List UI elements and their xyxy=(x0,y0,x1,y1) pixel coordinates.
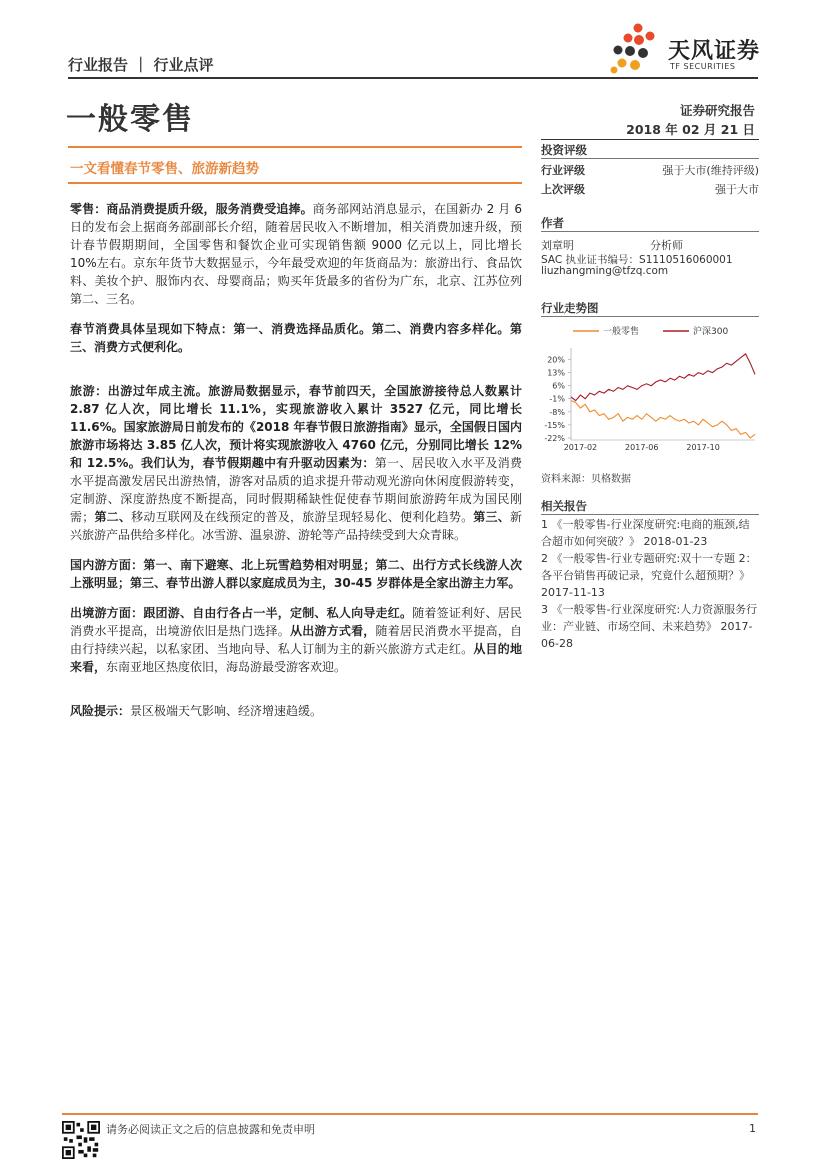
author-email[interactable]: liuzhangming@tfzq.com xyxy=(541,265,669,277)
report-date: 2018 年 02 月 21 日 xyxy=(626,122,755,137)
related-report-item[interactable]: 3 《一般零售-行业深度研究:人力资源服务行业：产业链、市场空间、未来趋势》 2017-06-28 xyxy=(541,603,758,650)
legend-label: 沪深300 xyxy=(693,327,729,337)
subtitle-top-divider xyxy=(68,146,522,148)
author-name: 刘章明 xyxy=(541,239,574,252)
x-tick-label: 2017-02 xyxy=(563,443,598,452)
breadcrumb: 行业报告 ｜ 行业点评 xyxy=(68,56,214,74)
industry-trend-chart xyxy=(541,318,759,470)
y-tick-label: -8% xyxy=(549,407,565,417)
report-subtitle: 一文看懂春节零售、旅游新趋势 xyxy=(70,161,259,177)
footer-divider xyxy=(62,1113,758,1115)
related-reports-list xyxy=(541,516,759,652)
y-tick-label: -15% xyxy=(544,420,565,430)
sidebar-top-divider xyxy=(541,139,759,140)
disclaimer-link[interactable]: 请务必阅读正文之后的信息披露和免责申明 xyxy=(106,1123,315,1136)
industry-rating-row: 行业评级 强于大市(维持评级) xyxy=(541,164,759,177)
rating-divider xyxy=(541,158,759,159)
chart-legend xyxy=(573,325,728,337)
chart-series xyxy=(571,354,755,438)
related-divider xyxy=(541,514,759,515)
qr-code-icon xyxy=(62,1121,100,1159)
page-title: 一般零售 xyxy=(66,102,194,137)
y-tick-label: 6% xyxy=(552,381,565,391)
related-heading: 相关报告 xyxy=(541,499,587,513)
author-sac-number: SAC 执业证书编号：S1110516060001 xyxy=(541,254,733,266)
chart-source: 资料来源：贝格数据 xyxy=(541,474,631,485)
related-report-item[interactable]: 1 《一般零售-行业深度研究:电商的瓶颈,结合超市如何突破？》 2018-01-23 xyxy=(541,518,750,548)
main-content xyxy=(70,200,522,732)
report-type: 证券研究报告 xyxy=(679,103,755,118)
series-line xyxy=(571,354,755,401)
paragraph-features: 春节消费具体呈现如下特点：第一、消费选择品质化。第二、消费内容多样化。第三、消费方式便利化。 xyxy=(70,322,522,354)
company-logo-text: 天风证券 xyxy=(668,39,761,64)
y-tick-label: 20% xyxy=(547,355,565,365)
page-number: 1 xyxy=(749,1122,756,1135)
author-heading: 作者 xyxy=(541,216,564,230)
company-logo-english: TF SECURITIES xyxy=(670,62,736,71)
header-divider xyxy=(68,77,758,79)
chart-heading: 行业走势图 xyxy=(541,301,599,315)
x-tick-label: 2017-06 xyxy=(625,443,659,452)
y-tick-label: -22% xyxy=(544,434,565,443)
rating-heading: 投资评级 xyxy=(541,143,587,157)
previous-rating-row: 上次评级 强于大市 xyxy=(541,183,759,196)
author-title: 分析师 xyxy=(650,239,683,252)
chart-divider xyxy=(541,316,759,317)
series-line xyxy=(571,401,755,438)
y-tick-label: 13% xyxy=(547,368,565,378)
paragraph-tourism: 旅游：出游过年成主流。旅游局数据显示，春节前四天，全国旅游接待总人数累计 2.87 亿人次，同比增长 11.1%，实现旅游收入累计 3527 亿元，同比增长 11.6%。国家旅游局日前发布的《2018 年春节假日旅游指南》显示，全国假日国内旅游市场将达 3.85 亿人次，预计将实现旅游收入 4760 亿元，分别同比增长 12%和 12.5%。我们认为，春节假期趣中有升驱动因素为：第一、居民收入水平及消费水平提高激发居民出游热情，游客对品质的追求提升带动观光游向休闲度假游转变，定制游、深度游热度不断提高，同时假期稀缺性促使春节期间旅游跨年成为国民刚需；第二、移动互联网及在线预定的普及，旅游呈现轻易化、便利化趋势。第三、新兴旅游产品供给多样化。冰雪游、温泉游、游轮等产品持续受到大众青睐。 xyxy=(70,384,522,542)
paragraph-risk: 风险提示：景区极端天气影响、经济增速趋缓。 xyxy=(70,704,323,718)
related-report-item[interactable]: 2 《一般零售-行业专题研究:双十一专题 2：各平台销售再破记录，究竟什么超预期？》 2017-11-13 xyxy=(541,552,757,599)
subtitle-bottom-divider xyxy=(68,182,522,184)
paragraph-retail: 零售：商品消费提质升级，服务消费受追捧。商务部网站消息显示，在国新办 2 月 6 日的发布会上据商务部副部长介绍，随着居民收入不断增加，相关消费加速升级，预计春节假期期间，全国零售和餐饮企业可实现销售额 9000 亿元以上，同比增长 10%左右。京东年货节大数据显示，今年最受欢迎的年货商品为：旅游出行、食品饮料、美妆个护、服饰内衣、母婴商品；购买年货最多的省份为广东，北京、江苏位列第二、三名。 xyxy=(70,202,522,306)
company-logo-mark-icon xyxy=(608,22,664,74)
y-tick-label: -1% xyxy=(549,394,565,404)
paragraph-outbound: 出境游方面：跟团游、自由行各占一半，定制、私人向导走红。随着签证利好、居民消费水平提高，出境游依旧是热门选择。从出游方式看，随着居民消费水平提高，自由行持续兴起，以私家团、当地向导、私人订制为主的新兴旅游方式走红。从目的地来看，东南亚地区热度依旧，海岛游最受游客欢迎。 xyxy=(70,606,522,674)
legend-label: 一般零售 xyxy=(603,327,640,337)
x-tick-label: 2017-10 xyxy=(686,443,720,452)
paragraph-domestic: 国内游方面：第一、南下避寒、北上玩雪趋势相对明显；第二、出行方式长线游人次上涨明显；第三、春节出游人群以家庭成员为主，30-45 岁群体是全家出游主力军。 xyxy=(70,558,522,590)
author-divider xyxy=(541,231,759,232)
